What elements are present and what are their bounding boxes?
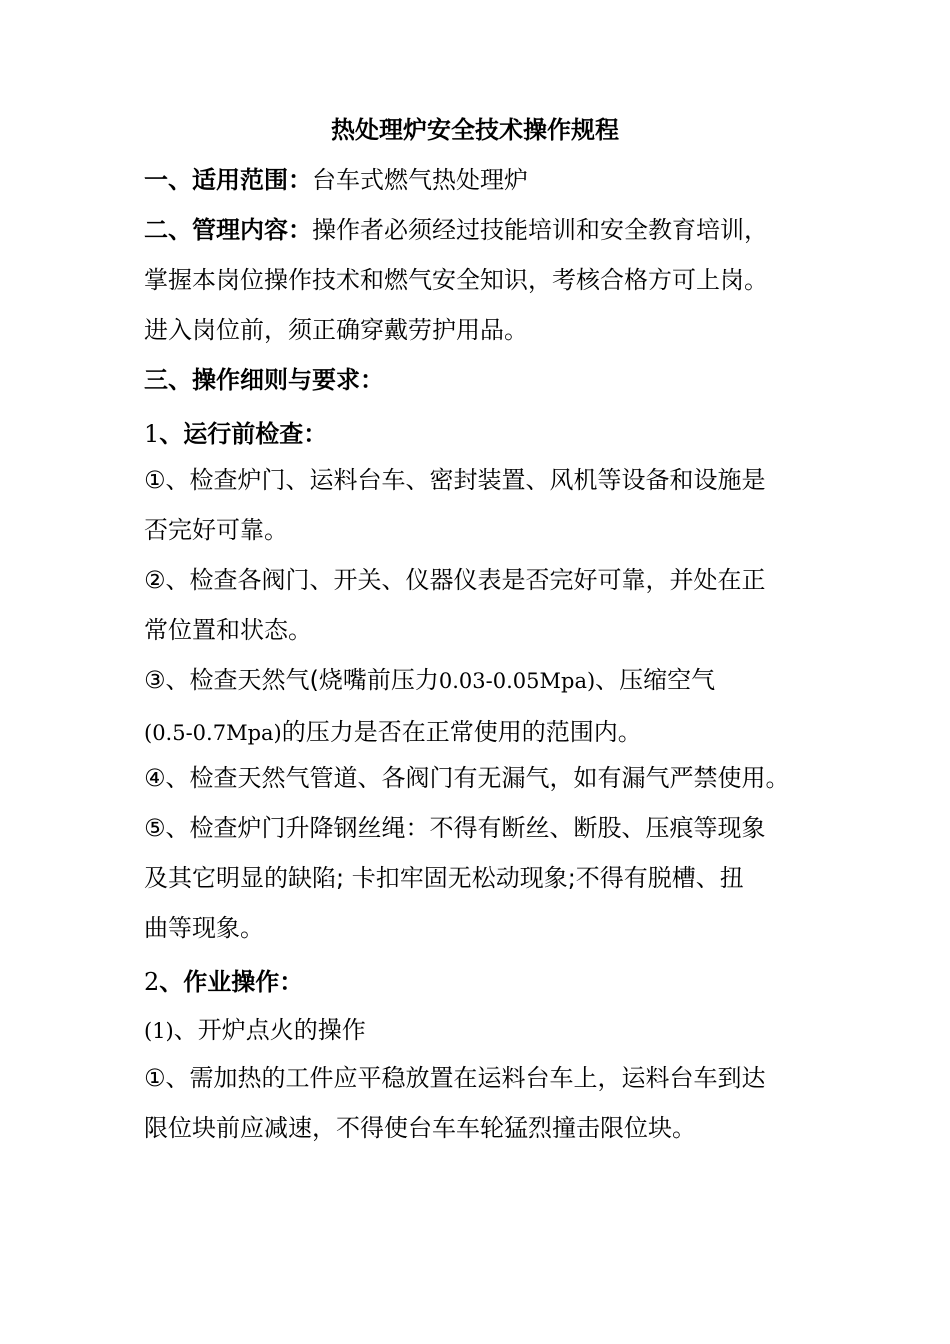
pre-check-label: 、运行前检查： <box>159 420 328 448</box>
pre-check-item3-text-a: ③、检查天然气(烧嘴前压力 <box>144 666 439 694</box>
operation-sub1-label: 、开炉点火的操作 <box>173 1016 366 1044</box>
pre-check-item3-burner-pressure: 0.03-0.05Mpa) <box>438 669 596 693</box>
scope-line <box>144 162 824 198</box>
section3-heading: 三、操作细则与要求： <box>144 366 384 394</box>
pre-check-item3-air-pressure: (0.5-0.7Mpa) <box>144 721 282 745</box>
management-text-1: 操作者必须经过技能培训和安全教育培训， <box>312 216 768 244</box>
pre-check-item2-line2: 常位置和状态。 <box>144 616 312 644</box>
pre-check-item4: ④、检查天然气管道、各阀门有无漏气，如有漏气严禁使用。 <box>144 764 790 792</box>
scope-label: 一、适用范围： <box>144 166 312 194</box>
pre-check-item5-line3: 曲等现象。 <box>144 914 264 942</box>
management-line-3: 进入岗位前，须正确穿戴劳护用品。 <box>144 316 528 344</box>
operation-label: 、作业操作： <box>159 968 304 996</box>
operation-sub1-number: (1) <box>144 1019 174 1043</box>
operation-item1-line1: ①、需加热的工件应平稳放置在运料台车上，运料台车到达 <box>144 1064 766 1092</box>
management-line-1 <box>144 212 824 248</box>
pre-check-item3-line1 <box>144 662 824 699</box>
pre-check-item5-line1: ⑤、检查炉门升降钢丝绳：不得有断丝、断股、压痕等现象 <box>144 814 766 842</box>
operation-sub1-heading <box>144 1012 824 1049</box>
pre-check-item3-text-e: 的压力是否在正常使用的范围内。 <box>281 718 642 746</box>
operation-number: 2 <box>144 968 160 996</box>
pre-check-item3-line2 <box>144 714 824 751</box>
management-label: 二、管理内容： <box>144 216 312 244</box>
management-line-2: 掌握本岗位操作技术和燃气安全知识，考核合格方可上岗。 <box>144 266 768 294</box>
document-title: 热处理炉安全技术操作规程 <box>331 116 619 144</box>
pre-check-heading <box>144 416 824 452</box>
operation-heading <box>144 964 824 1000</box>
pre-check-item1-line2: 否完好可靠。 <box>144 516 288 544</box>
pre-check-item3-text-c: 、压缩空气 <box>595 666 716 694</box>
operation-item1-line2: 限位块前应减速，不得使台车车轮猛烈撞击限位块。 <box>144 1114 696 1142</box>
pre-check-number: 1 <box>144 420 160 448</box>
pre-check-item5-line2: 及其它明显的缺陷; 卡扣牢固无松动现象;不得有脱槽、扭 <box>144 864 744 892</box>
scope-text: 台车式燃气热处理炉 <box>312 166 528 194</box>
pre-check-item2-line1: ②、检查各阀门、开关、仪器仪表是否完好可靠，并处在正 <box>144 566 766 594</box>
pre-check-item1-line1: ①、检查炉门、运料台车、密封装置、风机等设备和设施是 <box>144 466 766 494</box>
